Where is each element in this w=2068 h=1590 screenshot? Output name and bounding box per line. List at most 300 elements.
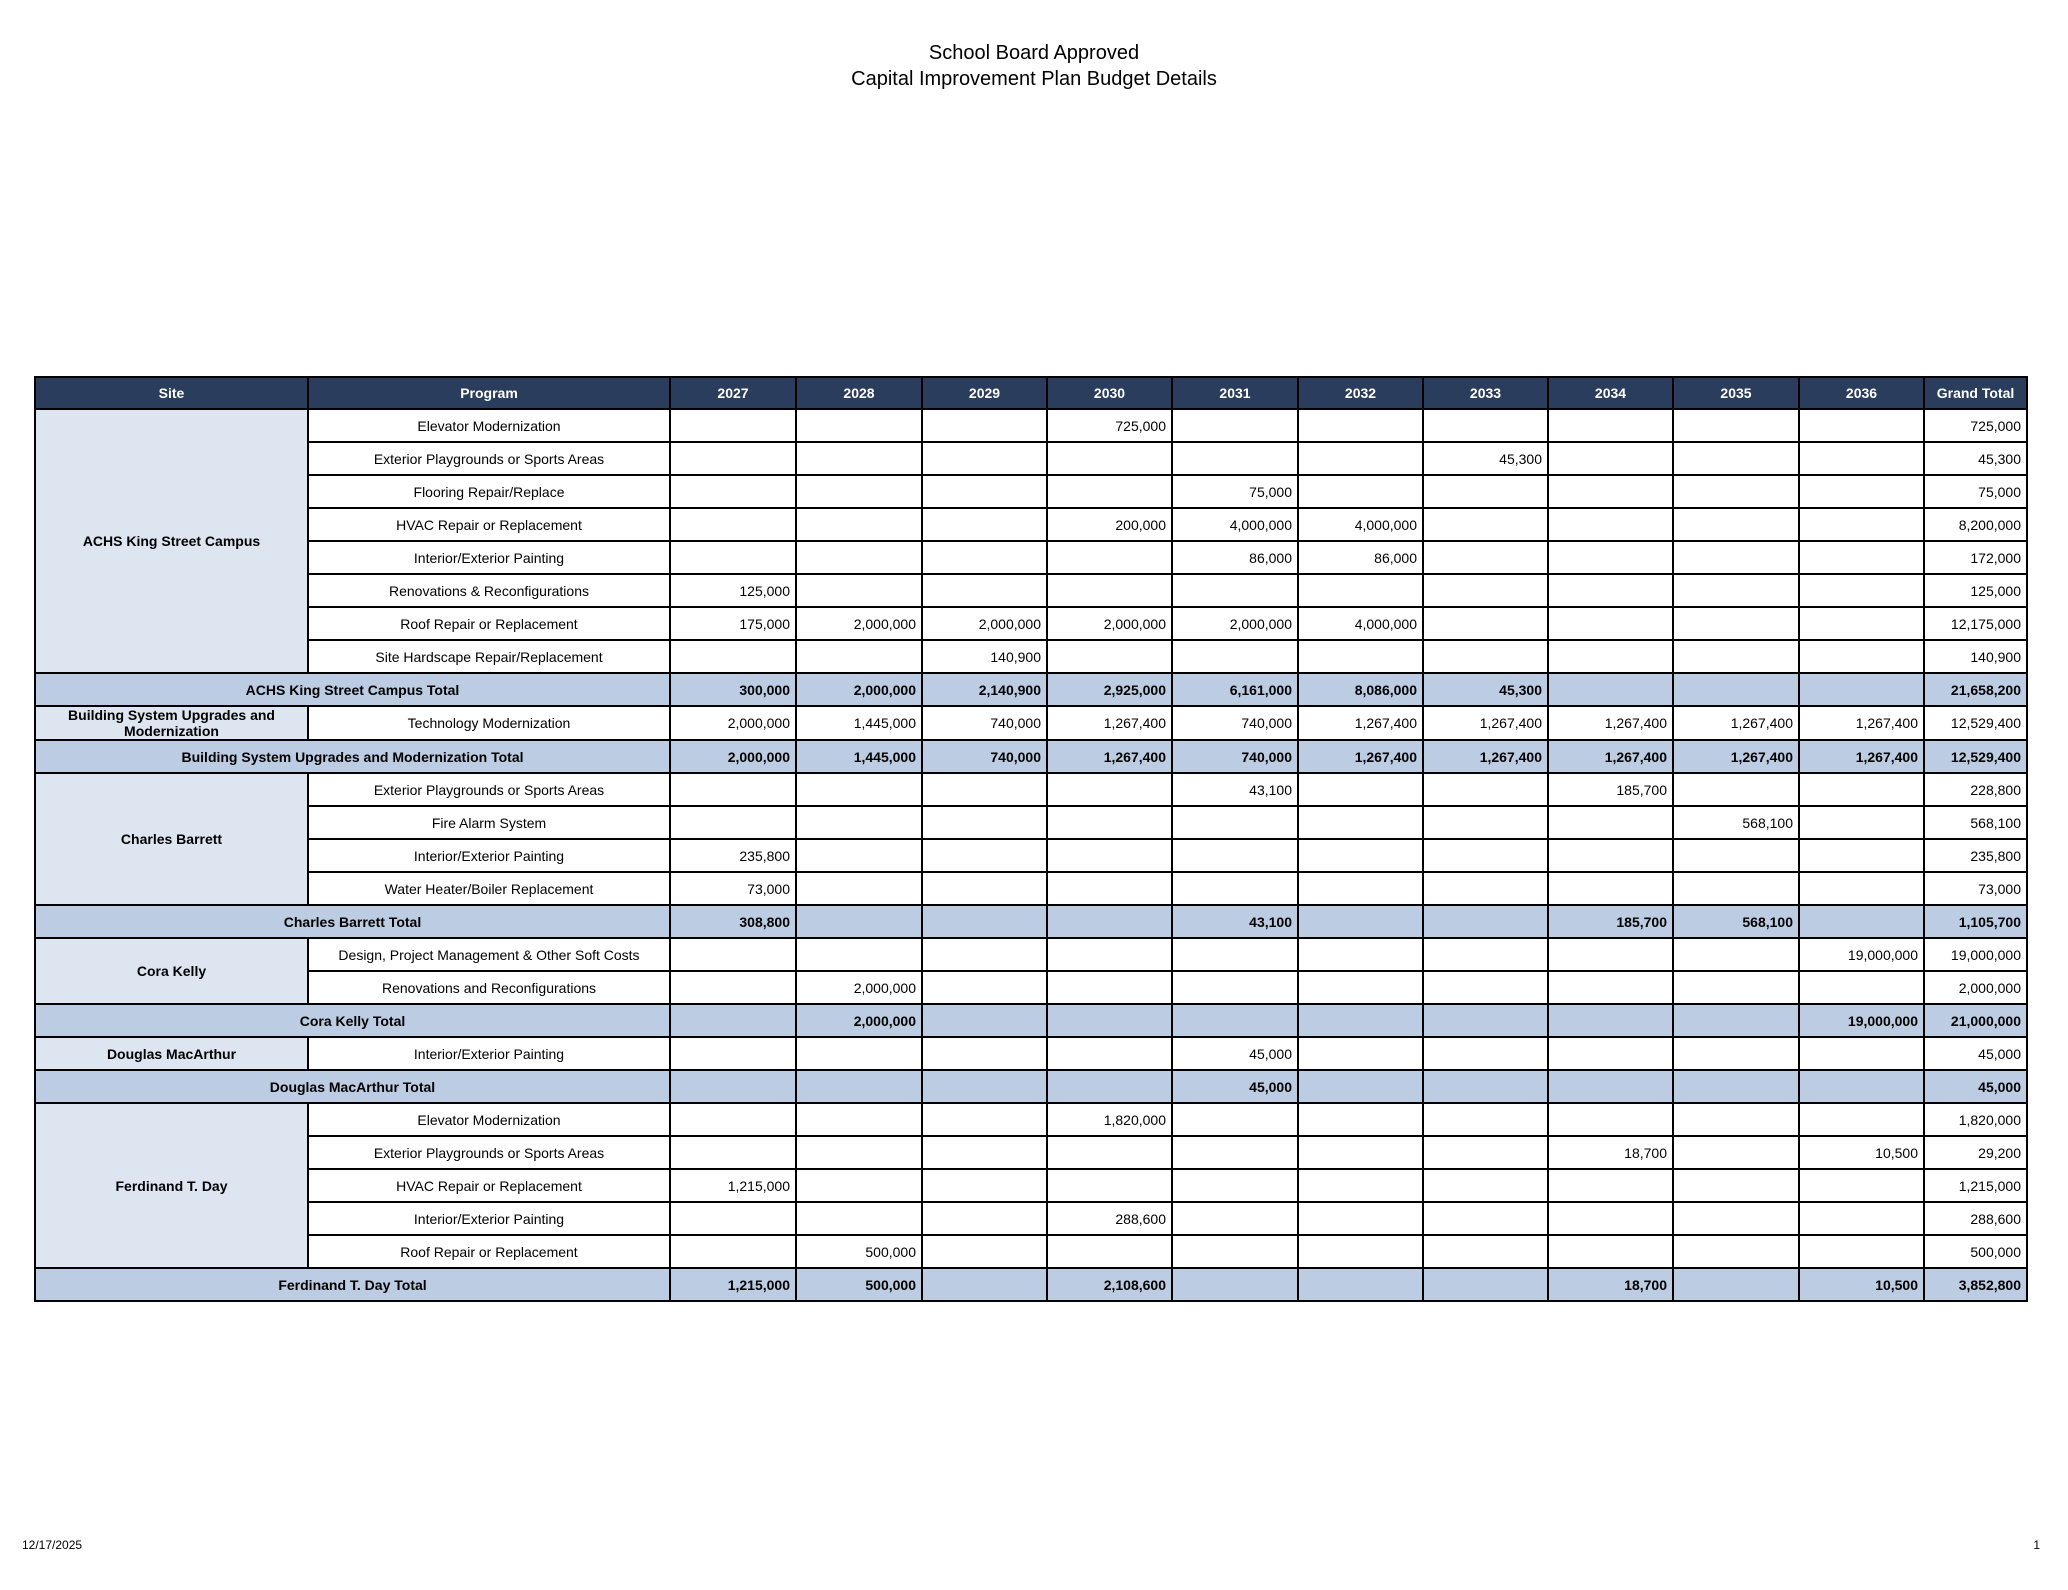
total-amount-cell: 740,000	[1172, 740, 1298, 773]
site-total-label: ACHS King Street Campus Total	[35, 673, 670, 706]
amount-cell	[1172, 872, 1298, 905]
amount-cell	[1047, 872, 1172, 905]
table-row	[35, 541, 2027, 574]
total-amount-cell	[1673, 1070, 1799, 1103]
amount-cell	[1047, 773, 1172, 806]
total-amount-cell	[1799, 905, 1924, 938]
total-amount-cell: 43,100	[1172, 905, 1298, 938]
amount-cell: 740,000	[1172, 706, 1298, 740]
program-cell: Renovations and Reconfigurations	[308, 971, 670, 1004]
amount-cell: 86,000	[1298, 541, 1423, 574]
amount-cell	[1548, 806, 1673, 839]
amount-cell	[922, 1136, 1047, 1169]
total-amount-cell	[922, 1268, 1047, 1301]
amount-cell: 2,000,000	[670, 706, 796, 740]
amount-cell: 2,000,000	[796, 607, 922, 640]
amount-cell	[1673, 607, 1799, 640]
site-cell: Douglas MacArthur	[35, 1037, 308, 1070]
amount-cell	[1548, 475, 1673, 508]
report-title: School Board Approved	[928, 42, 1140, 64]
amount-cell: 45,000	[1172, 1037, 1298, 1070]
column-header-2034: 2034	[1548, 377, 1673, 409]
amount-cell	[922, 1235, 1047, 1268]
amount-cell	[670, 1103, 796, 1136]
amount-cell	[1423, 574, 1548, 607]
amount-cell	[1548, 541, 1673, 574]
amount-cell: 4,000,000	[1298, 607, 1423, 640]
total-amount-cell	[1548, 1070, 1673, 1103]
program-cell: Exterior Playgrounds or Sports Areas	[308, 442, 670, 475]
table-row	[35, 442, 2027, 475]
amount-cell	[1799, 971, 1924, 1004]
grand-total-cell: 725,000	[1924, 409, 2027, 442]
site-total-row	[35, 1070, 2027, 1103]
amount-cell	[1298, 938, 1423, 971]
amount-cell: 1,267,400	[1047, 706, 1172, 740]
program-cell: Fire Alarm System	[308, 806, 670, 839]
column-header-2029: 2029	[922, 377, 1047, 409]
total-amount-cell: 1,267,400	[1298, 740, 1423, 773]
amount-cell	[1423, 773, 1548, 806]
site-total-row	[35, 905, 2027, 938]
grand-total-cell: 12,529,400	[1924, 706, 2027, 740]
amount-cell: 4,000,000	[1298, 508, 1423, 541]
table-row	[35, 508, 2027, 541]
amount-cell	[1298, 1169, 1423, 1202]
amount-cell	[1172, 971, 1298, 1004]
amount-cell: 140,900	[922, 640, 1047, 673]
site-cell: Building System Upgrades and Modernization	[35, 706, 308, 740]
program-cell: Interior/Exterior Painting	[308, 1037, 670, 1070]
program-cell: Exterior Playgrounds or Sports Areas	[308, 1136, 670, 1169]
amount-cell	[1298, 640, 1423, 673]
amount-cell	[1673, 1103, 1799, 1136]
amount-cell	[796, 574, 922, 607]
amount-cell	[796, 409, 922, 442]
table-row	[35, 475, 2027, 508]
total-amount-cell: 6,161,000	[1172, 673, 1298, 706]
grand-total-cell: 568,100	[1924, 806, 2027, 839]
report-subtitle: Capital Improvement Plan Budget Details	[851, 68, 1217, 90]
amount-cell	[670, 409, 796, 442]
amount-cell	[1673, 640, 1799, 673]
amount-cell	[796, 1037, 922, 1070]
amount-cell	[796, 508, 922, 541]
total-amount-cell: 2,140,900	[922, 673, 1047, 706]
program-cell: Interior/Exterior Painting	[308, 1202, 670, 1235]
total-amount-cell	[922, 1070, 1047, 1103]
total-amount-cell	[1172, 1004, 1298, 1037]
amount-cell	[1673, 773, 1799, 806]
amount-cell	[922, 574, 1047, 607]
amount-cell	[1799, 475, 1924, 508]
amount-cell	[1298, 1202, 1423, 1235]
amount-cell: 10,500	[1799, 1136, 1924, 1169]
amount-cell	[1298, 409, 1423, 442]
amount-cell	[1423, 607, 1548, 640]
total-amount-cell: 1,445,000	[796, 740, 922, 773]
amount-cell: 86,000	[1172, 541, 1298, 574]
table-row	[35, 938, 2027, 971]
amount-cell	[1673, 1202, 1799, 1235]
amount-cell	[922, 773, 1047, 806]
total-amount-cell	[1548, 673, 1673, 706]
amount-cell	[1799, 409, 1924, 442]
grand-total-cell: 45,000	[1924, 1037, 2027, 1070]
amount-cell	[670, 971, 796, 1004]
amount-cell	[1548, 607, 1673, 640]
total-amount-cell	[1423, 1004, 1548, 1037]
amount-cell	[1047, 574, 1172, 607]
budget-table	[34, 376, 2028, 1302]
total-amount-cell	[1423, 1268, 1548, 1301]
amount-cell: 725,000	[1047, 409, 1172, 442]
site-grand-total-cell: 3,852,800	[1924, 1268, 2027, 1301]
amount-cell	[1548, 938, 1673, 971]
amount-cell	[1047, 1235, 1172, 1268]
grand-total-cell: 12,175,000	[1924, 607, 2027, 640]
amount-cell	[1172, 839, 1298, 872]
amount-cell: 185,700	[1548, 773, 1673, 806]
table-row	[35, 839, 2027, 872]
site-total-label: Ferdinand T. Day Total	[35, 1268, 670, 1301]
amount-cell	[1799, 640, 1924, 673]
amount-cell	[1799, 773, 1924, 806]
total-amount-cell	[1423, 1070, 1548, 1103]
footer-date: 12/17/2025	[22, 1538, 83, 1552]
grand-total-cell: 1,820,000	[1924, 1103, 2027, 1136]
site-total-row	[35, 1004, 2027, 1037]
amount-cell	[1548, 1037, 1673, 1070]
grand-total-cell: 45,300	[1924, 442, 2027, 475]
amount-cell: 19,000,000	[1799, 938, 1924, 971]
amount-cell	[1298, 773, 1423, 806]
total-amount-cell: 1,267,400	[1548, 740, 1673, 773]
amount-cell: 288,600	[1047, 1202, 1172, 1235]
amount-cell: 45,300	[1423, 442, 1548, 475]
amount-cell	[1548, 971, 1673, 1004]
site-cell: Cora Kelly	[35, 938, 308, 1004]
amount-cell	[1799, 872, 1924, 905]
amount-cell: 740,000	[922, 706, 1047, 740]
amount-cell	[1298, 839, 1423, 872]
amount-cell	[796, 1103, 922, 1136]
amount-cell	[1172, 806, 1298, 839]
amount-cell	[670, 1136, 796, 1169]
amount-cell	[1047, 442, 1172, 475]
amount-cell	[796, 872, 922, 905]
amount-cell	[796, 442, 922, 475]
amount-cell	[1047, 938, 1172, 971]
amount-cell: 500,000	[796, 1235, 922, 1268]
column-header-2028: 2028	[796, 377, 922, 409]
program-cell: Site Hardscape Repair/Replacement	[308, 640, 670, 673]
amount-cell	[1423, 839, 1548, 872]
site-total-label: Charles Barrett Total	[35, 905, 670, 938]
total-amount-cell: 19,000,000	[1799, 1004, 1924, 1037]
total-amount-cell	[1172, 1268, 1298, 1301]
page-number: 1	[2033, 1538, 2040, 1552]
amount-cell	[1047, 839, 1172, 872]
amount-cell	[1799, 607, 1924, 640]
total-amount-cell: 1,267,400	[1673, 740, 1799, 773]
grand-total-cell: 288,600	[1924, 1202, 2027, 1235]
amount-cell	[796, 938, 922, 971]
amount-cell	[1047, 971, 1172, 1004]
amount-cell	[1673, 442, 1799, 475]
total-amount-cell: 45,300	[1423, 673, 1548, 706]
amount-cell	[1172, 640, 1298, 673]
amount-cell	[1673, 409, 1799, 442]
amount-cell: 1,267,400	[1799, 706, 1924, 740]
amount-cell	[1298, 1235, 1423, 1268]
table-row	[35, 1202, 2027, 1235]
amount-cell	[670, 475, 796, 508]
total-amount-cell	[1047, 905, 1172, 938]
amount-cell	[922, 475, 1047, 508]
amount-cell	[1673, 1136, 1799, 1169]
total-amount-cell: 45,000	[1172, 1070, 1298, 1103]
table-row	[35, 640, 2027, 673]
site-total-row	[35, 673, 2027, 706]
amount-cell	[1548, 839, 1673, 872]
column-header-2032: 2032	[1298, 377, 1423, 409]
total-amount-cell: 1,267,400	[1047, 740, 1172, 773]
amount-cell	[670, 1202, 796, 1235]
table-row	[35, 1169, 2027, 1202]
amount-cell	[922, 839, 1047, 872]
amount-cell	[1298, 574, 1423, 607]
amount-cell	[1799, 806, 1924, 839]
total-amount-cell	[1799, 1070, 1924, 1103]
column-header-2030: 2030	[1047, 377, 1172, 409]
total-amount-cell	[1298, 1070, 1423, 1103]
table-row	[35, 1037, 2027, 1070]
table-row	[35, 1103, 2027, 1136]
total-amount-cell: 308,800	[670, 905, 796, 938]
amount-cell	[1047, 1136, 1172, 1169]
site-grand-total-cell: 12,529,400	[1924, 740, 2027, 773]
total-amount-cell	[670, 1004, 796, 1037]
amount-cell	[1423, 640, 1548, 673]
site-total-label: Building System Upgrades and Modernization Total	[35, 740, 670, 773]
amount-cell: 1,445,000	[796, 706, 922, 740]
grand-total-cell: 235,800	[1924, 839, 2027, 872]
total-amount-cell: 2,000,000	[796, 673, 922, 706]
amount-cell	[1673, 839, 1799, 872]
site-cell: Charles Barrett	[35, 773, 308, 905]
amount-cell	[1799, 508, 1924, 541]
total-amount-cell: 740,000	[922, 740, 1047, 773]
table-row	[35, 1235, 2027, 1268]
grand-total-cell: 125,000	[1924, 574, 2027, 607]
amount-cell	[670, 806, 796, 839]
amount-cell: 235,800	[670, 839, 796, 872]
total-amount-cell: 500,000	[796, 1268, 922, 1301]
amount-cell	[922, 806, 1047, 839]
program-cell: Roof Repair or Replacement	[308, 607, 670, 640]
column-header-2031: 2031	[1172, 377, 1298, 409]
total-amount-cell: 185,700	[1548, 905, 1673, 938]
amount-cell	[1673, 971, 1799, 1004]
total-amount-cell	[1298, 905, 1423, 938]
amount-cell	[1799, 574, 1924, 607]
grand-total-cell: 500,000	[1924, 1235, 2027, 1268]
amount-cell	[922, 1037, 1047, 1070]
amount-cell	[1548, 1169, 1673, 1202]
amount-cell	[796, 773, 922, 806]
total-amount-cell: 1,215,000	[670, 1268, 796, 1301]
program-cell: Flooring Repair/Replace	[308, 475, 670, 508]
amount-cell: 75,000	[1172, 475, 1298, 508]
amount-cell	[1548, 1202, 1673, 1235]
program-cell: Technology Modernization	[308, 706, 670, 740]
amount-cell	[796, 839, 922, 872]
amount-cell	[1548, 1103, 1673, 1136]
amount-cell: 1,267,400	[1298, 706, 1423, 740]
amount-cell: 200,000	[1047, 508, 1172, 541]
amount-cell	[1673, 938, 1799, 971]
program-cell: HVAC Repair or Replacement	[308, 1169, 670, 1202]
amount-cell	[1673, 872, 1799, 905]
amount-cell: 1,267,400	[1673, 706, 1799, 740]
amount-cell	[922, 938, 1047, 971]
total-amount-cell	[1673, 1004, 1799, 1037]
amount-cell	[922, 872, 1047, 905]
amount-cell	[1423, 1169, 1548, 1202]
site-total-label: Cora Kelly Total	[35, 1004, 670, 1037]
amount-cell	[796, 1169, 922, 1202]
amount-cell: 1,267,400	[1548, 706, 1673, 740]
amount-cell	[670, 1235, 796, 1268]
amount-cell	[1673, 508, 1799, 541]
table-row	[35, 872, 2027, 905]
amount-cell: 4,000,000	[1172, 508, 1298, 541]
amount-cell: 43,100	[1172, 773, 1298, 806]
amount-cell	[1298, 442, 1423, 475]
program-cell: Exterior Playgrounds or Sports Areas	[308, 773, 670, 806]
amount-cell	[1047, 541, 1172, 574]
amount-cell	[1172, 574, 1298, 607]
amount-cell	[922, 541, 1047, 574]
amount-cell	[1799, 839, 1924, 872]
header-row	[35, 377, 2027, 409]
amount-cell	[1047, 1037, 1172, 1070]
amount-cell	[796, 1202, 922, 1235]
total-amount-cell: 300,000	[670, 673, 796, 706]
amount-cell	[1548, 508, 1673, 541]
amount-cell	[1673, 475, 1799, 508]
program-cell: Water Heater/Boiler Replacement	[308, 872, 670, 905]
amount-cell	[1423, 1037, 1548, 1070]
amount-cell	[670, 1037, 796, 1070]
amount-cell	[1298, 1103, 1423, 1136]
amount-cell	[1799, 442, 1924, 475]
amount-cell	[1673, 1037, 1799, 1070]
program-cell: Design, Project Management & Other Soft Costs	[308, 938, 670, 971]
amount-cell	[1673, 574, 1799, 607]
total-amount-cell	[670, 1070, 796, 1103]
amount-cell	[1673, 541, 1799, 574]
amount-cell	[1047, 640, 1172, 673]
total-amount-cell	[922, 905, 1047, 938]
site-total-row	[35, 740, 2027, 773]
amount-cell: 2,000,000	[922, 607, 1047, 640]
amount-cell	[670, 442, 796, 475]
table-row	[35, 607, 2027, 640]
total-amount-cell: 18,700	[1548, 1268, 1673, 1301]
grand-total-cell: 140,900	[1924, 640, 2027, 673]
amount-cell	[1423, 1202, 1548, 1235]
table-row	[35, 1136, 2027, 1169]
amount-cell	[1423, 806, 1548, 839]
total-amount-cell: 1,267,400	[1423, 740, 1548, 773]
amount-cell: 2,000,000	[1172, 607, 1298, 640]
total-amount-cell: 2,000,000	[670, 740, 796, 773]
amount-cell	[1423, 508, 1548, 541]
amount-cell: 2,000,000	[1047, 607, 1172, 640]
total-amount-cell: 8,086,000	[1298, 673, 1423, 706]
amount-cell	[1298, 971, 1423, 1004]
amount-cell	[1298, 806, 1423, 839]
amount-cell	[1548, 574, 1673, 607]
grand-total-cell: 1,215,000	[1924, 1169, 2027, 1202]
total-amount-cell	[1047, 1070, 1172, 1103]
grand-total-cell: 228,800	[1924, 773, 2027, 806]
grand-total-cell: 75,000	[1924, 475, 2027, 508]
amount-cell	[1172, 442, 1298, 475]
total-amount-cell: 2,000,000	[796, 1004, 922, 1037]
amount-cell	[1548, 442, 1673, 475]
total-amount-cell: 568,100	[1673, 905, 1799, 938]
amount-cell	[1047, 806, 1172, 839]
amount-cell	[1423, 872, 1548, 905]
amount-cell	[670, 541, 796, 574]
amount-cell	[670, 508, 796, 541]
amount-cell: 1,215,000	[670, 1169, 796, 1202]
amount-cell	[1548, 1235, 1673, 1268]
amount-cell	[1172, 409, 1298, 442]
column-header-2027: 2027	[670, 377, 796, 409]
total-amount-cell	[1423, 905, 1548, 938]
amount-cell	[922, 1202, 1047, 1235]
total-amount-cell	[796, 905, 922, 938]
total-amount-cell	[1047, 1004, 1172, 1037]
amount-cell: 2,000,000	[796, 971, 922, 1004]
grand-total-cell: 172,000	[1924, 541, 2027, 574]
amount-cell	[1172, 1103, 1298, 1136]
total-amount-cell	[1673, 1268, 1799, 1301]
total-amount-cell: 2,925,000	[1047, 673, 1172, 706]
amount-cell	[922, 409, 1047, 442]
amount-cell	[1799, 541, 1924, 574]
amount-cell	[1172, 1169, 1298, 1202]
table-row	[35, 806, 2027, 839]
amount-cell	[796, 475, 922, 508]
column-header-2036: 2036	[1799, 377, 1924, 409]
column-header-program: Program	[308, 377, 670, 409]
program-cell: Elevator Modernization	[308, 409, 670, 442]
amount-cell	[1298, 872, 1423, 905]
amount-cell	[670, 773, 796, 806]
amount-cell	[1172, 1235, 1298, 1268]
program-cell: Roof Repair or Replacement	[308, 1235, 670, 1268]
amount-cell	[1298, 475, 1423, 508]
amount-cell: 18,700	[1548, 1136, 1673, 1169]
amount-cell	[1548, 640, 1673, 673]
amount-cell	[1423, 475, 1548, 508]
amount-cell	[796, 541, 922, 574]
